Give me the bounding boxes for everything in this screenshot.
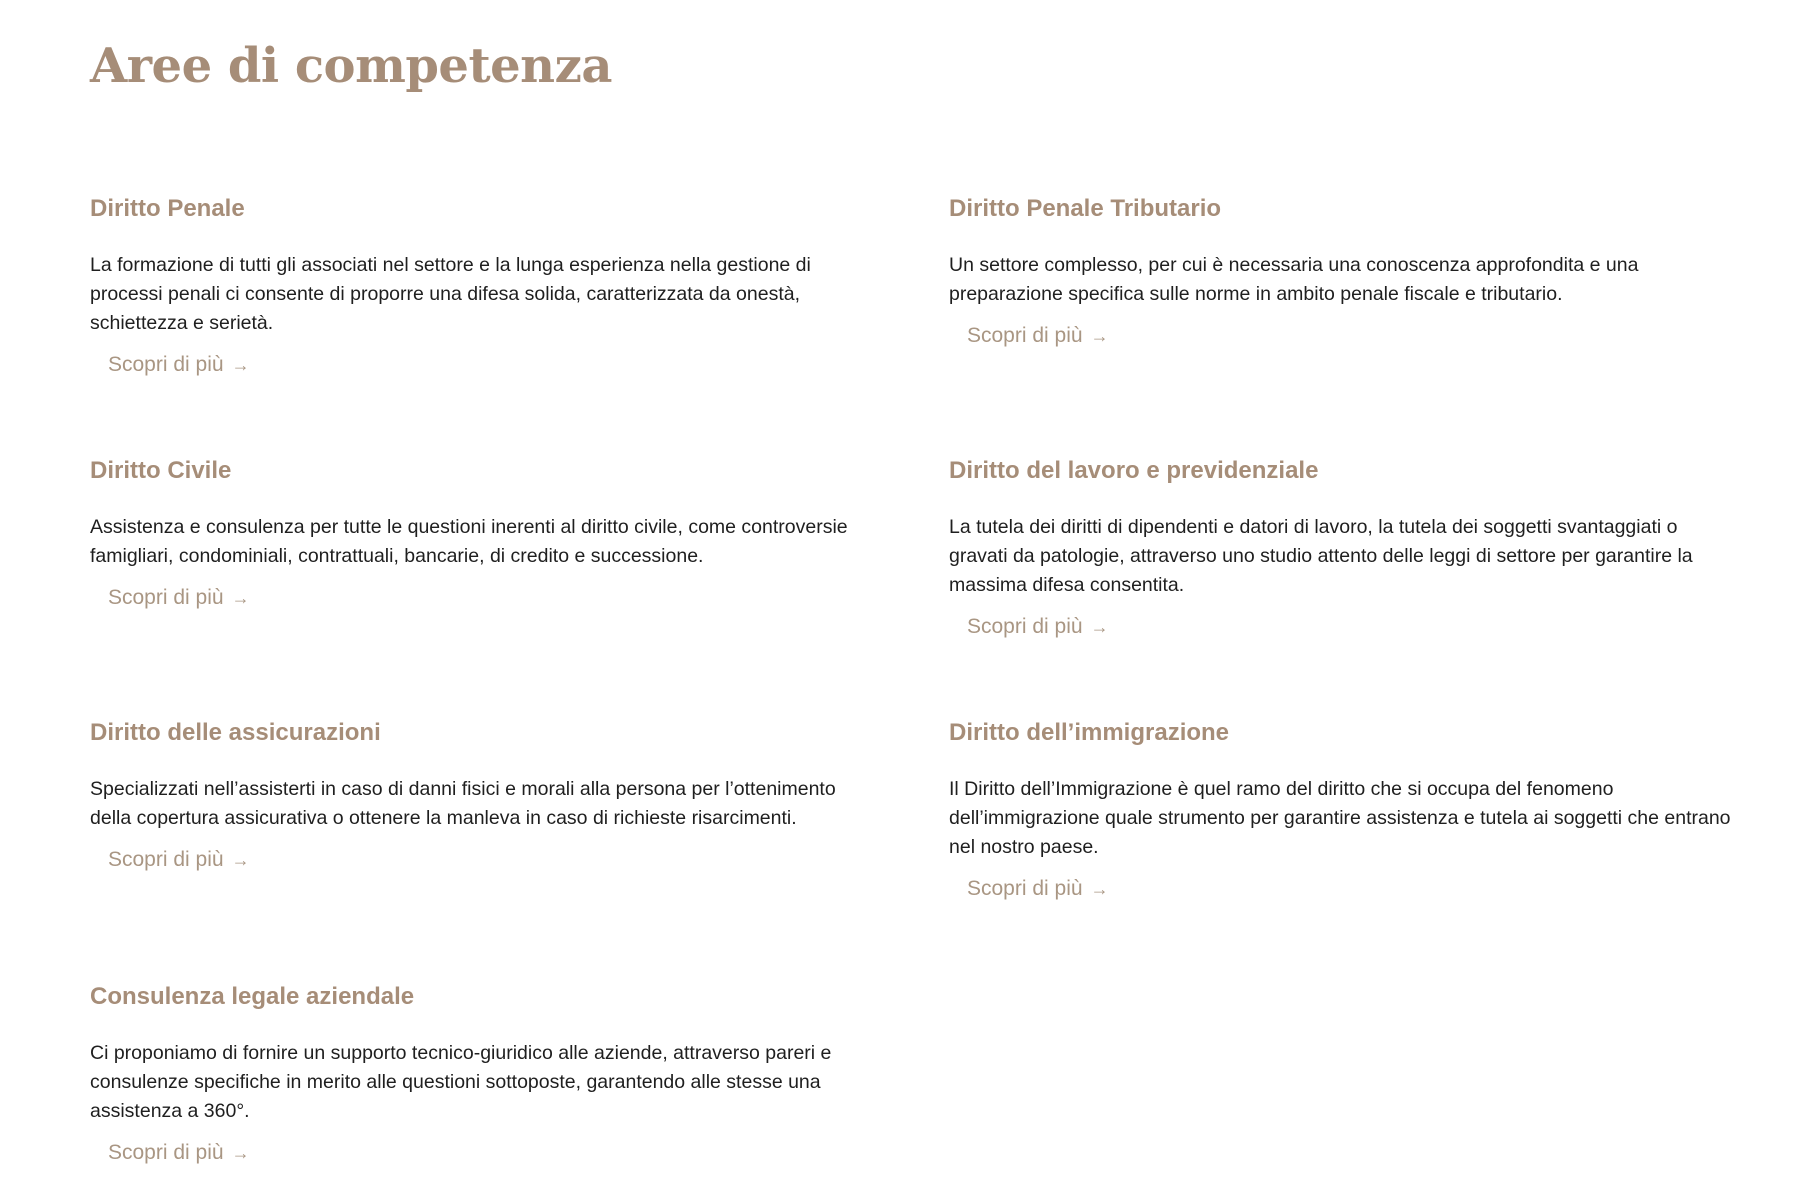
area-diritto-immigrazione (949, 717, 1739, 904)
link-label: Scopri di più (108, 353, 224, 376)
page-title: Aree di competenza (90, 38, 612, 94)
arrow-right-icon: → (231, 850, 250, 870)
area-consulenza-aziendale (90, 981, 880, 1168)
arrow-right-icon: → (1090, 879, 1109, 899)
area-description: Specializzati nell’assisterti in caso di danni fisici e morali alla persona per l’ottenimento della copertura assicurativa o ottenere la manleva in caso di richieste risarcimenti. (90, 778, 836, 829)
arrow-right-icon: → (1090, 326, 1109, 346)
area-description: Il Diritto dell’Immigrazione è quel ramo del diritto che si occupa del fenomeno dell’immigrazione quale strumento per garantire assistenza e tutela ai soggetti che entrano nel nostro paese. (949, 778, 1731, 858)
area-description: Assistenza e consulenza per tutte le questioni inerenti al diritto civile, come controversie famigliari, condominiali, contrattuali, bancarie, di credito e successione. (90, 516, 848, 567)
area-description: La tutela dei diritti di dipendenti e datori di lavoro, la tutela dei soggetti svantaggiati o gravati da patologie, attraverso uno studio attento delle leggi di settore per garantire la massima difesa consentita. (949, 516, 1693, 596)
link-label: Scopri di più (967, 324, 1083, 347)
area-diritto-penale-tributario (949, 193, 1739, 351)
area-title: Diritto Civile (90, 457, 232, 484)
learn-more-link[interactable] (967, 321, 1109, 351)
area-diritto-assicurazioni (90, 717, 880, 875)
link-label: Scopri di più (108, 848, 224, 871)
area-title: Consulenza legale aziendale (90, 983, 415, 1010)
link-label: Scopri di più (108, 1141, 224, 1164)
link-label: Scopri di più (967, 615, 1083, 638)
area-title: Diritto Penale (90, 195, 245, 222)
arrow-right-icon: → (231, 355, 250, 375)
area-title: Diritto delle assicurazioni (90, 719, 381, 746)
area-description: Ci proponiamo di fornire un supporto tecnico-giuridico alle aziende, attraverso pareri e consulenze specifiche in merito alle questioni sottoposte, garantendo alle stesse una assistenza a 360°. (90, 1042, 832, 1122)
learn-more-link[interactable] (108, 1138, 250, 1168)
area-title: Diritto Penale Tributario (949, 195, 1222, 222)
area-description: Un settore complesso, per cui è necessaria una conoscenza approfondita e una preparazione specifica sulle norme in ambito penale fiscale e tributario. (949, 254, 1639, 305)
learn-more-link[interactable] (967, 874, 1109, 904)
learn-more-link[interactable] (108, 583, 250, 613)
learn-more-link[interactable] (108, 350, 250, 380)
area-diritto-penale (90, 193, 880, 380)
arrow-right-icon: → (231, 588, 250, 608)
arrow-right-icon: → (231, 1143, 250, 1163)
area-description: La formazione di tutti gli associati nel settore e la lunga esperienza nella gestione di processi penali ci consente di proporre una difesa solida, caratterizzata da onestà, schiettezza e serietà. (90, 254, 811, 334)
link-label: Scopri di più (108, 586, 224, 609)
area-diritto-lavoro (949, 455, 1739, 642)
learn-more-link[interactable] (108, 845, 250, 875)
area-title: Diritto dell’immigrazione (949, 719, 1230, 746)
area-diritto-civile (90, 455, 880, 613)
area-title: Diritto del lavoro e previdenziale (949, 457, 1319, 484)
link-label: Scopri di più (967, 877, 1083, 900)
learn-more-link[interactable] (967, 612, 1109, 642)
arrow-right-icon: → (1090, 617, 1109, 637)
